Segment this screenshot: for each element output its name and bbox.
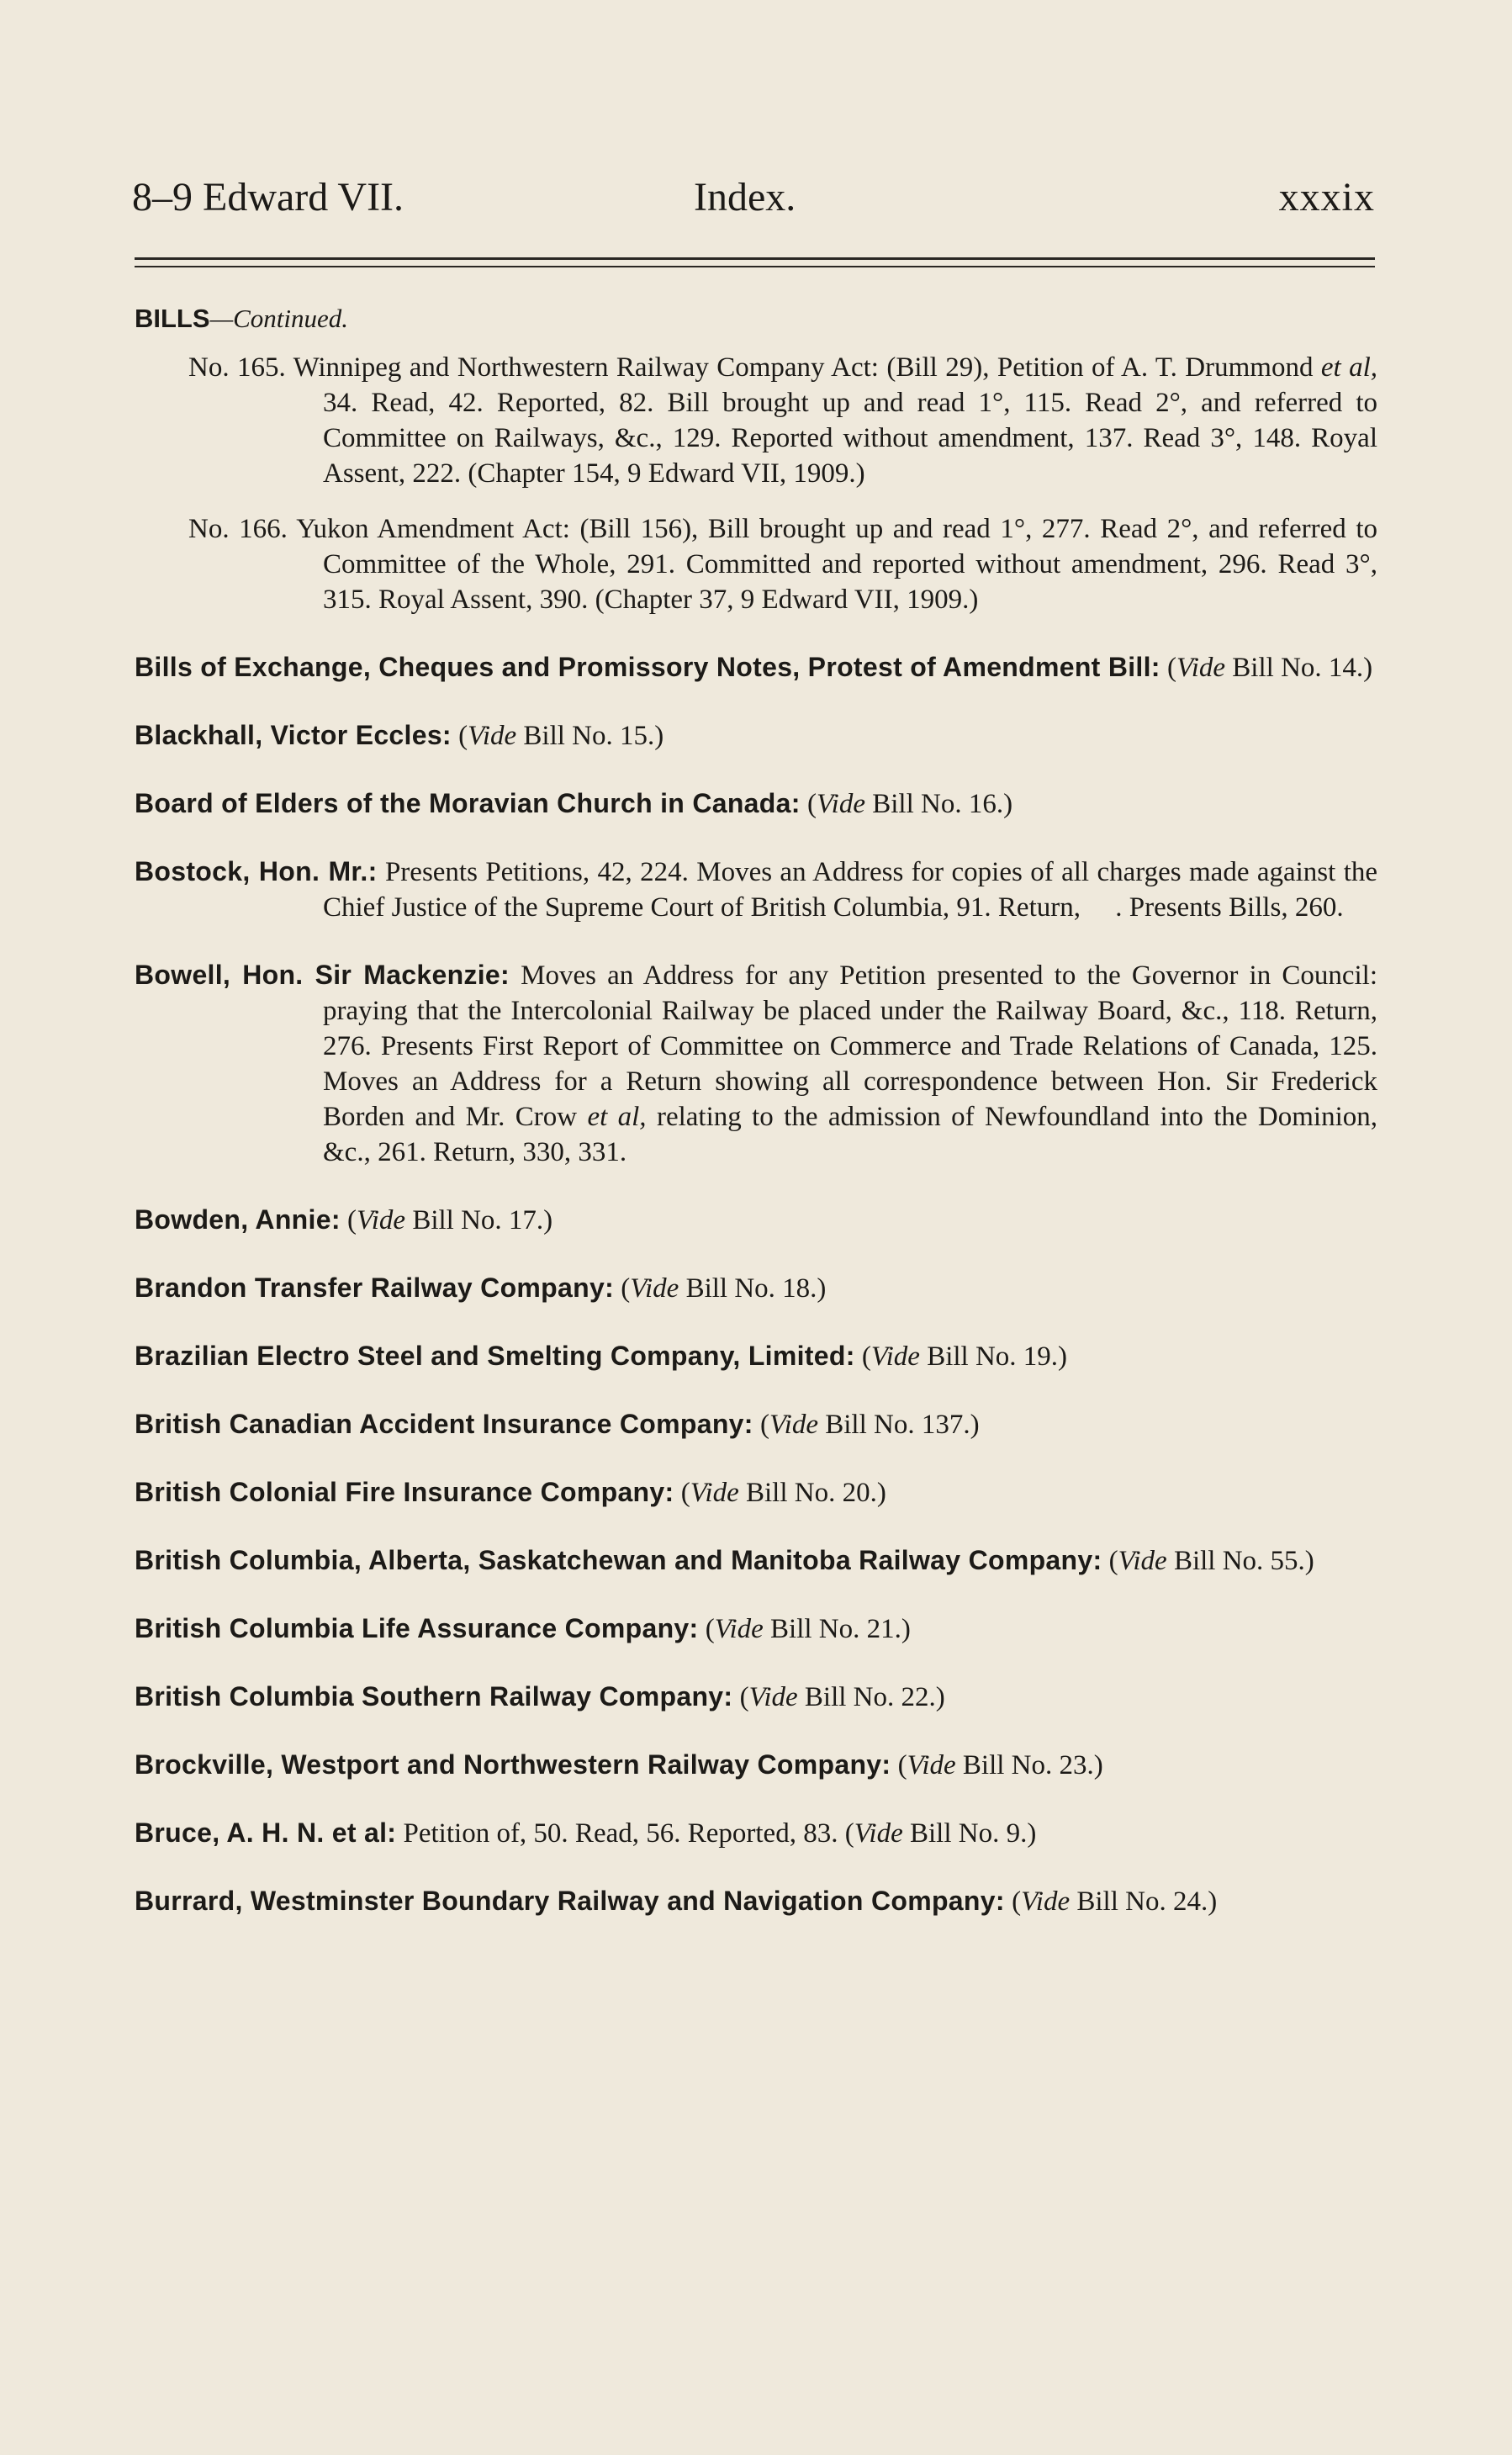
entry-heading: Board of Elders of the Moravian Church in Canada:	[135, 788, 801, 818]
subentry-italic: et al,	[1320, 352, 1377, 383]
header-regnal-year: 8–9 Edward VII.	[132, 175, 404, 220]
entry-ref: Bill No. 137.)	[818, 1410, 980, 1440]
entry-ref: Bill No. 19.)	[919, 1341, 1068, 1372]
subentry-text-cont: 34. Read, 42. Reported, 82. Bill brought up and read 1°, 115. Read 2°, and referred to Committee on Railways, &c., 129. Reported without amendment, 137. Read 3°, 148. Royal Assent, 222. (Chapter 154, 9 Edward VII, 1909.)	[323, 388, 1377, 489]
entry-ref: Bill No. 21.)	[763, 1614, 911, 1644]
entry-heading: Blackhall, Victor Eccles:	[135, 720, 452, 750]
header-title: Index.	[694, 175, 796, 220]
vide-ref: Vide	[630, 1273, 679, 1304]
entry-heading: British Columbia Life Assurance Company:	[135, 1613, 699, 1643]
index-entry-bruce	[135, 1815, 1377, 1851]
vide-ref: Vide	[1176, 653, 1226, 683]
entry-ref: Bill No. 17.)	[405, 1205, 553, 1235]
entry-heading: Bruce, A. H. N. et al:	[135, 1817, 397, 1848]
entry-italic: et al,	[587, 1102, 647, 1132]
entry-ref: Bill No. 20.)	[738, 1478, 886, 1508]
entry-ref: Bill No. 24.)	[1070, 1886, 1218, 1917]
header-rule-bottom	[135, 266, 1375, 267]
entry-text-cont: relating to the admission of Newfoundland into the Dominion, &c., 261. Return, 330, 331.	[323, 1102, 1378, 1167]
index-entry-british-canadian-accident: British Canadian Accident Insurance Company: (Vide Bill No. 137.)	[135, 1409, 980, 1440]
index-entry-bills-of-exchange: Bills of Exchange, Cheques and Promissory Notes, Protest of Amendment Bill: (Vide Bill No. 14.)	[135, 652, 1373, 683]
index-entry-board-of-elders: Board of Elders of the Moravian Church in Canada: (Vide Bill No. 16.)	[135, 788, 1013, 819]
vide-ref: Vide	[870, 1341, 920, 1372]
entry-ref: Bill No. 15.)	[516, 721, 664, 751]
entry-heading: British Columbia Southern Railway Company:	[135, 1681, 733, 1712]
entry-heading: British Columbia, Alberta, Saskatchewan and Manitoba Railway Company:	[135, 1545, 1102, 1575]
vide-ref: Vide	[907, 1750, 956, 1780]
entry-heading: Bills of Exchange, Cheques and Promissory Notes, Protest of Amendment Bill:	[135, 652, 1160, 682]
vide-ref: Vide	[854, 1818, 903, 1849]
entry-heading: British Colonial Fire Insurance Company:	[135, 1477, 674, 1507]
entry-heading: Bowell, Hon. Sir Mackenzie:	[135, 960, 510, 990]
subentry-number: No. 165.	[188, 352, 286, 383]
subentry-bill-165	[135, 350, 1377, 491]
index-content	[135, 301, 1377, 1951]
header-rule-top	[135, 257, 1375, 260]
index-entry-brandon-transfer: Brandon Transfer Railway Company: (Vide Bill No. 18.)	[135, 1272, 827, 1304]
entry-heading: Bostock, Hon. Mr.:	[135, 856, 378, 886]
index-entry-bostock	[135, 854, 1377, 925]
index-entry-bc-life-assurance: British Columbia Life Assurance Company: (Vide Bill No. 21.)	[135, 1613, 911, 1644]
vide-ref: Vide	[714, 1614, 764, 1644]
index-entry-bc-southern-railway: British Columbia Southern Railway Company: (Vide Bill No. 22.)	[135, 1681, 945, 1712]
entry-ref: Bill No. 9.)	[902, 1818, 1037, 1849]
entry-ref: Bill No. 16.)	[864, 789, 1013, 819]
index-entry-british-colonial-fire: British Colonial Fire Insurance Company: (Vide Bill No. 20.)	[135, 1477, 886, 1508]
index-entry-brazilian-electro: Brazilian Electro Steel and Smelting Company, Limited: (Vide Bill No. 19.)	[135, 1341, 1068, 1372]
entry-text: Petition of, 50. Read, 56. Reported, 83. (	[396, 1818, 854, 1849]
section-continued: —Continued.	[209, 304, 349, 333]
entry-text: Moves an Address for any Petition presented to the Governor in Council: praying that the Intercolonial Railway be placed under the Railway Board, &c., 118. Return, 276. Presents First Report of Committee on Commerce and Trade Relations of Canada, 125. Moves an Address for a Return showing all correspondence between Hon. Sir Frederick Borden and Mr. Crow	[323, 960, 1377, 1132]
index-entry-burrard-westminster: Burrard, Westminster Boundary Railway and Navigation Company: (Vide Bill No. 24.)	[135, 1886, 1218, 1917]
index-entry-blackhall: Blackhall, Victor Eccles: (Vide Bill No. 15.)	[135, 720, 664, 751]
entry-heading: Brazilian Electro Steel and Smelting Company, Limited:	[135, 1341, 855, 1371]
subentry-bill-166	[135, 511, 1377, 617]
vide-ref: Vide	[748, 1682, 798, 1712]
header-page-number: xxxix	[1278, 175, 1375, 220]
vide-ref: Vide	[816, 789, 865, 819]
entry-text: Presents Petitions, 42, 224. Moves an Address for copies of all charges made against the Chief Justice of the Supreme Court of British Columbia, 91. Return, . Presents Bills, 260.	[323, 857, 1378, 923]
index-entry-bowell	[135, 957, 1377, 1170]
subentry-text: Winnipeg and Northwestern Railway Company Act: (Bill 29), Petition of A. T. Drummond	[293, 352, 1321, 383]
index-entry-bc-alberta-railway: British Columbia, Alberta, Saskatchewan and Manitoba Railway Company: (Vide Bill No. 55.)	[135, 1545, 1314, 1576]
entry-heading: British Canadian Accident Insurance Company:	[135, 1409, 753, 1439]
page-header	[132, 168, 1375, 227]
entry-heading: Burrard, Westminster Boundary Railway and Navigation Company:	[135, 1886, 1005, 1916]
entry-heading: Bowden, Annie:	[135, 1204, 341, 1235]
entry-ref: Bill No. 23.)	[955, 1750, 1103, 1780]
index-entry-bowden: Bowden, Annie: (Vide Bill No. 17.)	[135, 1204, 553, 1235]
vide-ref: Vide	[769, 1410, 818, 1440]
subentry-text: Yukon Amendment Act: (Bill 156), Bill brought up and read 1°, 277. Read 2°, and referred to Committee of the Whole, 291. Committed and reported without amendment, 296. Read 3°, 315. Royal Assent, 390. (Chapter 37, 9 Edward VII, 1909.)	[296, 514, 1377, 615]
section-heading	[135, 301, 1377, 336]
entry-ref: Bill No. 14.)	[1225, 653, 1373, 683]
subentry-number: No. 166.	[188, 514, 288, 544]
entry-ref: Bill No. 22.)	[797, 1682, 945, 1712]
entry-heading: Brockville, Westport and Northwestern Railway Company:	[135, 1749, 891, 1780]
vide-ref: Vide	[1021, 1886, 1071, 1917]
entry-ref: Bill No. 18.)	[679, 1273, 827, 1304]
vide-ref: Vide	[1118, 1546, 1167, 1576]
entry-heading: Brandon Transfer Railway Company:	[135, 1272, 615, 1303]
vide-ref: Vide	[690, 1478, 739, 1508]
index-entry-brockville-westport: Brockville, Westport and Northwestern Railway Company: (Vide Bill No. 23.)	[135, 1749, 1103, 1780]
section-title: BILLS	[135, 304, 210, 333]
vide-ref: Vide	[357, 1205, 406, 1235]
vide-ref: Vide	[468, 721, 517, 751]
entry-ref: Bill No. 55.)	[1166, 1546, 1314, 1576]
